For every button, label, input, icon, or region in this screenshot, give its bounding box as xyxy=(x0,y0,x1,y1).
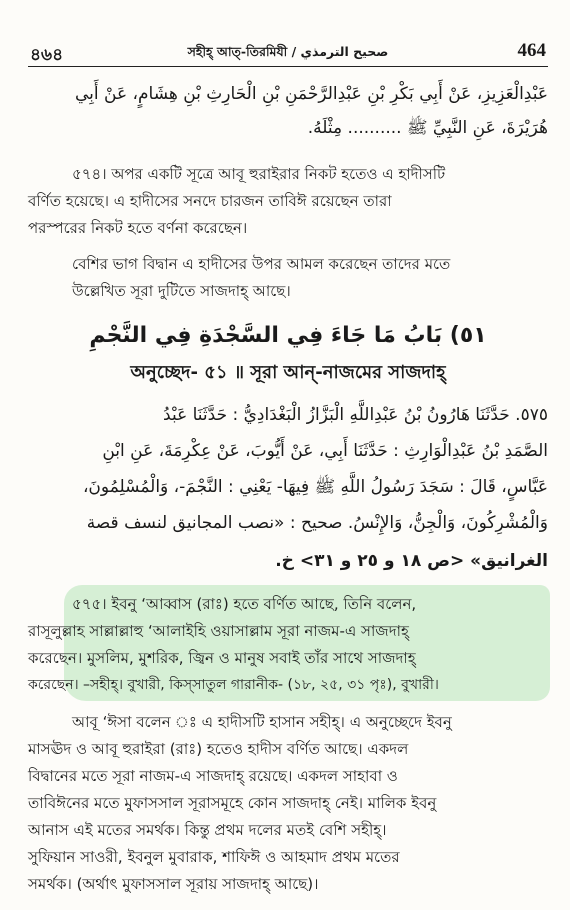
hadith-574-line3: পরস্পরের নিকট হতে বর্ণনা করেছেন। xyxy=(28,219,248,237)
hadith-575-arabic-line1: ٥٧٥. حَدَّثَنَا هَارُونُ بْنُ عَبْدِاللَّهِ الْبَزَّازُ الْبَغْدَادِيُّ : حَدَّثَنَا عَبْدُ xyxy=(163,405,548,425)
hadith-575-arabic-line2: الصَّمَدِ بْنُ عَبْدِالْوَارِثِ : حَدَّثَنَا أَبِي، عَنْ أَيُّوبَ، عَنْ عِكْرِمَةَ، عَنِ ابْنِ xyxy=(102,441,548,461)
page-header xyxy=(28,40,548,67)
arabic-isnad-top-line2: هُرَيْرَةَ، عَنِ النَّبِيِّ ﷺ .......... مِثْلَهُ. xyxy=(307,118,548,138)
hadith-575-arabic-line3: عَبَّاسٍ، قَالَ : سَجَدَ رَسُولُ اللَّهِ ﷺ فِيهَا- يَعْنِي : النَّجْمَ-، وَالْمُسْلِمُونَ، xyxy=(82,477,548,497)
majority-opinion-line2: উল্লেখিত সূরা দুটিতে সাজদাহ্ আছে। xyxy=(72,282,291,300)
hadith-575-translation-line2: রাসূলুল্লাহ সাল্লাল্লাহু ‘আলাইহি ওয়াসাল্লাম সূরা নাজম-এ সাজদাহ্ xyxy=(28,622,409,640)
hadith-575-arabic-line5: الغرانيق» <ص ١٨ و ٢٥ و ٣١> خ. xyxy=(275,551,548,571)
commentary-line1: আবূ ‘ঈসা বলেন ঃ এ হাদীসটি হাসান সহীহ্। এ অনুচ্ছেদে ইবনু xyxy=(72,713,452,731)
commentary-line7: সমর্থক। (অর্থাৎ মুফাসসাল সূরায় সাজদাহ্ আছে)। xyxy=(28,875,319,893)
hadith-575-translation-line1: ৫৭৫। ইবনু ‘আব্বাস (রাঃ) হতে বর্ণিত আছে, তিনি বলেন, xyxy=(72,595,417,613)
hadith-574-line2: বর্ণিত হয়েছে। এ হাদীসের সনদে চারজন তাবিঈ রয়েছেন তারা xyxy=(28,192,392,210)
hadith-575-arabic-line4: وَالْمُشْرِكُونَ، وَالْجِنُّ، وَالإِنْسُ. صحيح : «نصب المجانيق لنسف قصة xyxy=(86,513,548,533)
page-number-right: 464 xyxy=(517,40,546,61)
chapter-title-arabic: ٥١) بَابُ مَا جَاءَ فِي السَّجْدَةِ فِي النَّجْمِ xyxy=(89,323,487,348)
commentary-line2: মাসঊদ ও আবূ হুরাইরা (রাঃ) হতেও হাদীস বর্ণিত আছে। একদল xyxy=(28,740,409,758)
chapter-title-bengali: অনুচ্ছেদ- ৫১ ॥ সূরা আন্-নাজমের সাজদাহ্ xyxy=(130,362,446,383)
hadith-575-translation-line4: করেছেন। –সহীহ্। বুখারী, কিস্সাতুল গারানীক- (১৮, ২৫, ৩১ পৃঃ), বুখারী। xyxy=(28,677,439,693)
commentary-line3: বিদ্বানের মতে সূরা নাজম-এ সাজদাহ্ রয়েছে। একদল সাহাবা ও xyxy=(28,767,398,785)
hadith-575-translation-line3: করেছেন। মুসলিম, মুশরিক, জ্বিন ও মানুষ সবাই তাঁর সাথে সাজদাহ্ xyxy=(28,649,416,667)
page-number-left: ৪৬৪ xyxy=(30,45,64,65)
commentary-line4: তাবিঈনের মতে মুফাসসাল সূরাসমূহে কোন সাজদাহ্ নেই। মালিক ইবনু xyxy=(28,794,437,812)
majority-opinion-line1: বেশির ভাগ বিদ্বান এ হাদীসের উপর আমল করেছেন তাদের মতে xyxy=(72,255,451,273)
arabic-isnad-top-line1: عَبْدِالْعَزِيزِ، عَنْ أَبِي بَكْرِ بْنِ عَبْدِالرَّحْمَنِ بْنِ الْحَارِثِ بْنِ هِشَامٍ، عَنْ أَبِي xyxy=(74,84,548,104)
running-title: সহীহ্ আত্-তিরমিযী / صحيح الترمذي xyxy=(187,44,389,59)
hadith-574-line1: ৫৭৪। অপর একটি সূত্রে আবূ হুরাইরার নিকট হতেও এ হাদীসটি xyxy=(72,165,446,183)
commentary-line5: আনাস এই মতের সমর্থক। কিন্তু প্রথম দলের মতই বেশি সহীহ্। xyxy=(28,821,387,839)
commentary-line6: সুফিয়ান সাওরী, ইবনুল মুবারাক, শাফিঈ ও আহমাদ প্রথম মতের xyxy=(28,848,400,866)
